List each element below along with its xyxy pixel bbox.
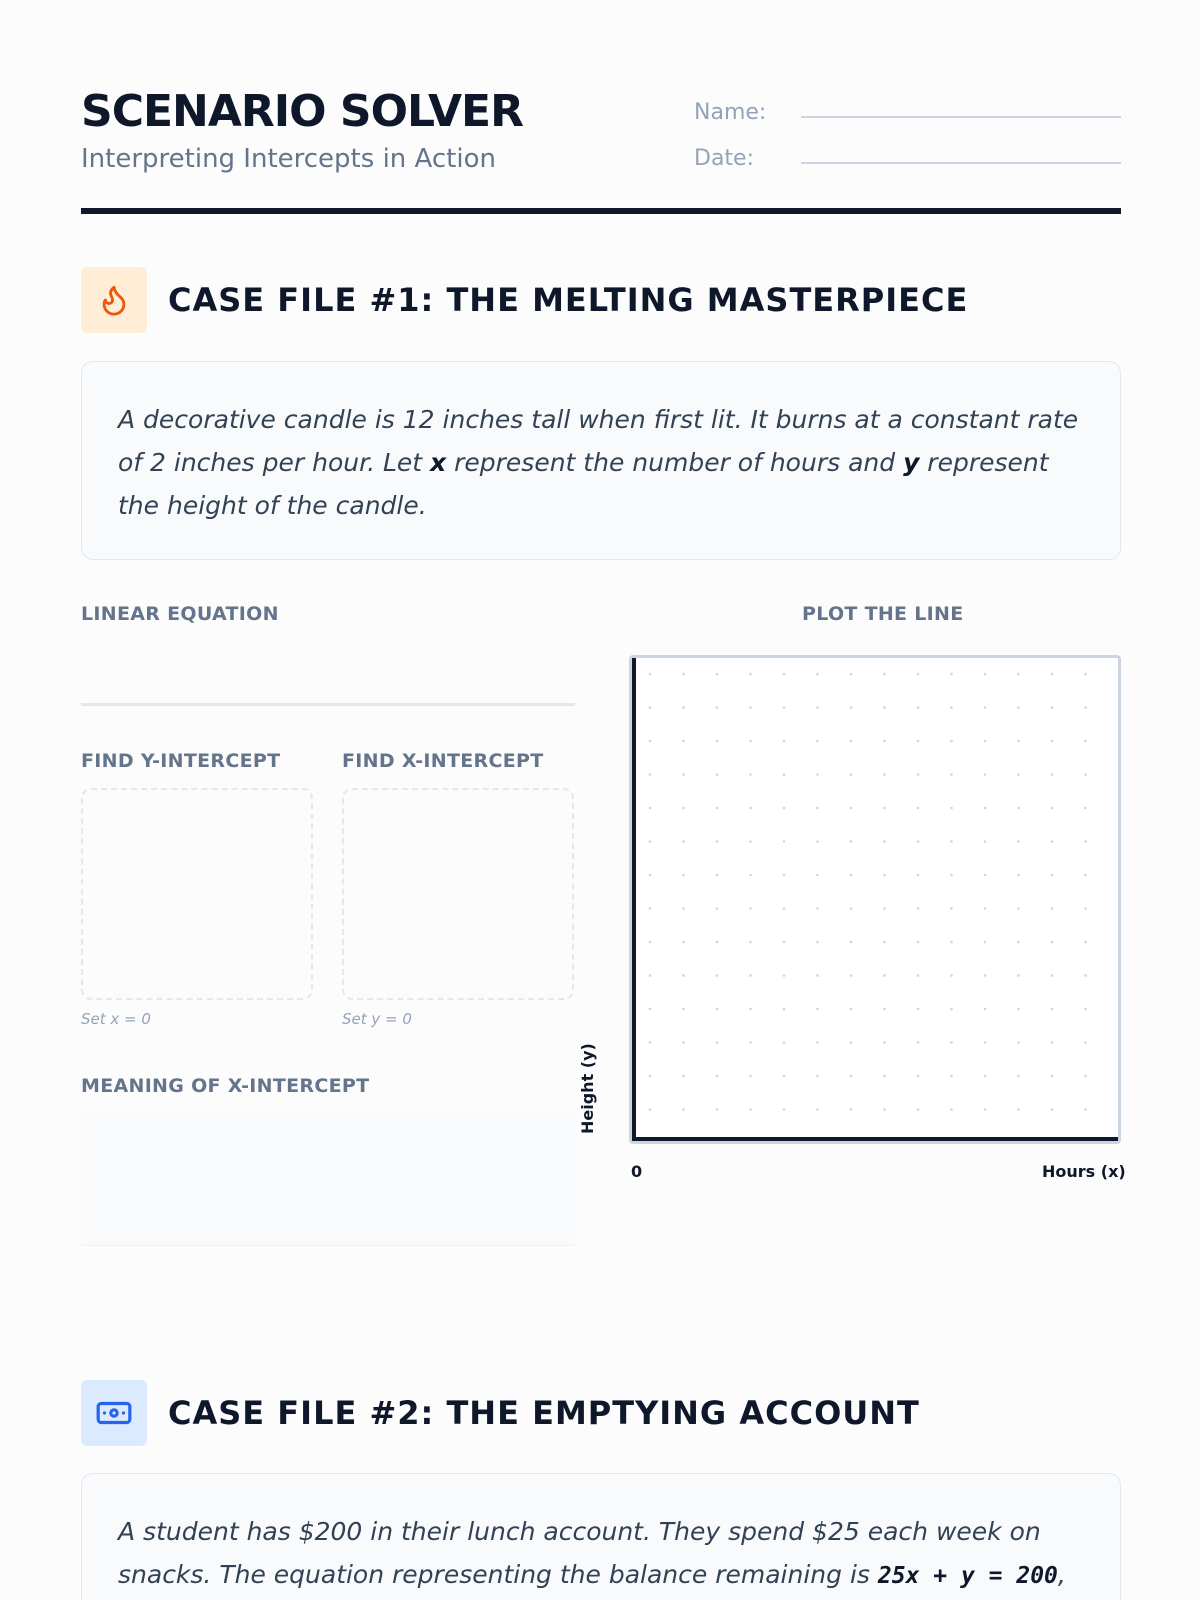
grid-dot — [850, 807, 853, 810]
grid-dot — [716, 773, 719, 776]
y-intercept-work-box[interactable] — [81, 788, 313, 1000]
grid-dot — [950, 874, 953, 877]
grid-dot — [682, 1008, 685, 1011]
grid-dot — [984, 974, 987, 977]
grid-dot — [917, 673, 920, 676]
flame-icon — [81, 267, 147, 333]
grid-dot — [950, 1108, 953, 1111]
grid-dot — [649, 1075, 652, 1078]
grid-dot — [917, 1041, 920, 1044]
variable-y: y — [903, 448, 920, 477]
grid-dot — [950, 1008, 953, 1011]
grid-dot — [850, 673, 853, 676]
grid-dot — [716, 807, 719, 810]
grid-dot — [649, 740, 652, 743]
grid-dot — [984, 773, 987, 776]
grid-dot — [1084, 807, 1087, 810]
grid-dot — [716, 907, 719, 910]
grid-dot — [1051, 874, 1054, 877]
grid-dot — [816, 673, 819, 676]
grid-dot — [749, 773, 752, 776]
grid-dot — [883, 807, 886, 810]
grid-dot — [883, 673, 886, 676]
grid-dot — [649, 1008, 652, 1011]
grid-dot — [984, 1008, 987, 1011]
grid-dot — [850, 740, 853, 743]
grid-dot — [783, 907, 786, 910]
grid-dot — [1017, 1075, 1020, 1078]
case-file-2-scenario — [81, 1473, 1121, 1600]
grid-dot — [783, 1041, 786, 1044]
grid-dot — [716, 840, 719, 843]
grid-dot — [883, 840, 886, 843]
grid-dot — [1017, 1108, 1020, 1111]
grid-dot — [716, 1108, 719, 1111]
grid-dot — [1051, 706, 1054, 709]
x-axis-label: Hours (x) — [1042, 1162, 1126, 1181]
grid-dot — [649, 840, 652, 843]
grid-dot — [649, 807, 652, 810]
grid-dot — [917, 773, 920, 776]
worksheet-subtitle: Interpreting Intercepts in Action — [81, 144, 496, 174]
grid-dot — [682, 673, 685, 676]
grid-dot — [984, 1041, 987, 1044]
grid-dot — [749, 1108, 752, 1111]
grid-dot — [1017, 773, 1020, 776]
grid-dot — [950, 773, 953, 776]
grid-dot — [649, 773, 652, 776]
grid-dot — [1017, 673, 1020, 676]
grid-dot — [749, 740, 752, 743]
grid-dot — [1017, 874, 1020, 877]
grid-dot — [1017, 706, 1020, 709]
grid-dot — [984, 740, 987, 743]
x-intercept-hint: Set y = 0 — [342, 1010, 412, 1028]
grid-dot — [917, 1008, 920, 1011]
case-file-1-scenario — [81, 361, 1121, 560]
grid-dot — [1051, 1108, 1054, 1111]
grid-dot — [682, 807, 685, 810]
grid-dot — [917, 907, 920, 910]
grid-dot — [883, 974, 886, 977]
grid-dot — [950, 941, 953, 944]
grid-dot — [816, 706, 819, 709]
grid-dot — [950, 740, 953, 743]
grid-dot — [850, 1041, 853, 1044]
grid-dot — [749, 1041, 752, 1044]
grid-dot — [783, 1008, 786, 1011]
grid-dot — [883, 1075, 886, 1078]
case-file-2-header — [81, 1380, 1121, 1446]
grid-dot — [1017, 941, 1020, 944]
grid-dot — [649, 907, 652, 910]
grid-dot — [749, 874, 752, 877]
grid-dot — [950, 706, 953, 709]
grid-dot — [984, 907, 987, 910]
grid-dot — [850, 706, 853, 709]
grid-dot — [883, 773, 886, 776]
grid-dot — [917, 706, 920, 709]
grid-dot — [1084, 1041, 1087, 1044]
case-file-2-title: CASE FILE #2: THE EMPTYING ACCOUNT — [168, 1394, 920, 1432]
grid-dot — [950, 840, 953, 843]
grid-dot — [1084, 974, 1087, 977]
grid-dot — [816, 773, 819, 776]
grid-dot — [716, 673, 719, 676]
grid-dot — [917, 974, 920, 977]
grid-dot — [783, 773, 786, 776]
grid-dot — [917, 1075, 920, 1078]
grid-dot — [1051, 1075, 1054, 1078]
grid-dot — [816, 1041, 819, 1044]
grid-dot — [1017, 907, 1020, 910]
grid-dot — [883, 740, 886, 743]
grid-dot — [649, 1108, 652, 1111]
scenario-text-part: A decorative candle is 12 inches tall when first lit. It burns at a constant rate of 2 inches per hour. Let — [118, 405, 1079, 477]
grid-dot — [1084, 1075, 1087, 1078]
grid-dot — [816, 1108, 819, 1111]
grid-dot — [716, 1075, 719, 1078]
y-axis-label: Height (y) — [578, 1043, 597, 1134]
meaning-x-intercept-label: MEANING OF X-INTERCEPT — [81, 1075, 370, 1097]
grid-dot — [716, 1041, 719, 1044]
grid-dot — [1051, 1008, 1054, 1011]
grid-dot — [783, 974, 786, 977]
grid-dot — [716, 874, 719, 877]
grid-dot — [682, 740, 685, 743]
grid-dot — [984, 874, 987, 877]
linear-equation-answer-line[interactable] — [81, 703, 575, 706]
x-intercept-work-box[interactable] — [342, 788, 574, 1000]
scenario-text-part: , — [1057, 1560, 1066, 1589]
grid-dot — [1084, 907, 1087, 910]
grid-dot — [883, 1041, 886, 1044]
worksheet-header — [81, 82, 1121, 216]
grid-dot — [749, 941, 752, 944]
grid-dot — [1051, 673, 1054, 676]
grid-dot — [682, 974, 685, 977]
scenario-text — [118, 398, 1084, 527]
grid-dot — [850, 1108, 853, 1111]
grid-dot — [984, 941, 987, 944]
grid-dot — [917, 740, 920, 743]
grid-dot — [883, 907, 886, 910]
grid-dot — [649, 1041, 652, 1044]
grid-dot — [749, 907, 752, 910]
grid-dot — [883, 941, 886, 944]
grid-dot — [783, 840, 786, 843]
grid-dot — [984, 1075, 987, 1078]
grid-dot — [1017, 840, 1020, 843]
grid-dot — [816, 974, 819, 977]
grid-dot — [1084, 773, 1087, 776]
grid-dot — [950, 1041, 953, 1044]
grid-dot — [682, 1075, 685, 1078]
grid-dot — [682, 874, 685, 877]
case-file-1-title: CASE FILE #1: THE MELTING MASTERPIECE — [168, 281, 969, 319]
grid-dot — [1051, 941, 1054, 944]
grid-dot — [950, 974, 953, 977]
grid-dot — [783, 874, 786, 877]
grid-dot — [783, 807, 786, 810]
grid-dot — [850, 840, 853, 843]
grid-dot — [1051, 840, 1054, 843]
grid-dot — [1017, 740, 1020, 743]
grid-dot — [1017, 974, 1020, 977]
grid-dot — [1084, 1008, 1087, 1011]
grid-dot — [1084, 1108, 1087, 1111]
grid-dot — [1051, 974, 1054, 977]
x-intercept-label: FIND X-INTERCEPT — [342, 750, 544, 772]
date-label: Date: — [694, 146, 754, 171]
grid-dot — [682, 941, 685, 944]
grid-dot — [950, 1075, 953, 1078]
grid-dot — [850, 974, 853, 977]
grid-dot — [816, 1008, 819, 1011]
grid-dot — [883, 1108, 886, 1111]
variable-x: x — [430, 448, 447, 477]
grid-dot — [984, 673, 987, 676]
grid-dot — [749, 1008, 752, 1011]
grid-dot — [1017, 1041, 1020, 1044]
grid-dot — [816, 907, 819, 910]
grid-dot — [749, 974, 752, 977]
date-field[interactable] — [801, 162, 1121, 164]
grid-dot — [850, 773, 853, 776]
grid-dot — [749, 673, 752, 676]
grid-dot — [682, 840, 685, 843]
grid-dot — [649, 874, 652, 877]
grid-dot — [716, 740, 719, 743]
grid-dot — [850, 874, 853, 877]
grid-dot — [816, 1075, 819, 1078]
grid-dot — [984, 1108, 987, 1111]
scenario-text — [118, 1510, 1084, 1598]
grid-dot — [716, 941, 719, 944]
grid-dot — [1051, 907, 1054, 910]
grid-dot — [816, 874, 819, 877]
grid-dot — [1084, 874, 1087, 877]
grid-dot — [682, 706, 685, 709]
grid-dot — [783, 706, 786, 709]
grid-dot — [1017, 1008, 1020, 1011]
grid-dot — [1084, 840, 1087, 843]
grid-dot — [984, 840, 987, 843]
grid-dot — [850, 941, 853, 944]
grid-dot — [1051, 1041, 1054, 1044]
dot-grid-graph[interactable] — [629, 655, 1121, 1144]
scenario-text-part: A student has $200 in their lunch account. They spend $25 each week on snacks. The equation representing the balance remaining is — [118, 1517, 1041, 1589]
grid-dot — [1051, 773, 1054, 776]
grid-dot — [816, 807, 819, 810]
grid-dot — [1017, 807, 1020, 810]
plot-line-label: PLOT THE LINE — [802, 603, 964, 625]
grid-dot — [883, 1008, 886, 1011]
grid-dot — [883, 706, 886, 709]
grid-dot — [950, 807, 953, 810]
grid-dot — [850, 907, 853, 910]
case-file-1-header — [81, 267, 1121, 333]
grid-dot — [984, 706, 987, 709]
grid-dot — [783, 1075, 786, 1078]
grid-dot — [682, 1108, 685, 1111]
grid-dot — [783, 740, 786, 743]
y-intercept-hint: Set x = 0 — [81, 1010, 151, 1028]
grid-dot — [716, 1008, 719, 1011]
grid-dot — [682, 907, 685, 910]
graph-grid — [632, 658, 1118, 1141]
linear-equation-label: LINEAR EQUATION — [81, 603, 279, 625]
grid-dot — [716, 974, 719, 977]
grid-dot — [682, 773, 685, 776]
worksheet-title: SCENARIO SOLVER — [81, 86, 523, 137]
grid-dot — [1084, 673, 1087, 676]
grid-dot — [917, 807, 920, 810]
grid-dot — [749, 706, 752, 709]
grid-dot — [682, 1041, 685, 1044]
grid-dot — [1084, 941, 1087, 944]
grid-dot — [1051, 807, 1054, 810]
grid-dot — [749, 1075, 752, 1078]
grid-dot — [816, 941, 819, 944]
grid-dot — [749, 807, 752, 810]
grid-dot — [1051, 740, 1054, 743]
meaning-answer-box[interactable] — [81, 1112, 575, 1246]
grid-dot — [950, 907, 953, 910]
banknote-icon — [81, 1380, 147, 1446]
scenario-text-part: represent the number of hours and — [446, 448, 904, 477]
grid-dot — [917, 941, 920, 944]
scenario-text-part: represent the height of the candle. — [118, 448, 1049, 520]
origin-label: 0 — [631, 1162, 643, 1181]
grid-dot — [649, 706, 652, 709]
grid-dot — [1084, 706, 1087, 709]
grid-dot — [850, 1008, 853, 1011]
name-label: Name: — [694, 100, 767, 125]
grid-dot — [917, 874, 920, 877]
grid-dot — [649, 941, 652, 944]
grid-dot — [883, 874, 886, 877]
grid-dot — [917, 840, 920, 843]
grid-dot — [783, 673, 786, 676]
grid-dot — [783, 1108, 786, 1111]
grid-dot — [950, 673, 953, 676]
balance-equation: 25x + y = 200 — [877, 1563, 1058, 1589]
grid-dot — [816, 740, 819, 743]
grid-dot — [649, 974, 652, 977]
name-field[interactable] — [801, 116, 1121, 118]
grid-dot — [783, 941, 786, 944]
grid-dot — [1084, 740, 1087, 743]
grid-dot — [749, 840, 752, 843]
grid-dot — [984, 807, 987, 810]
grid-dot — [917, 1108, 920, 1111]
grid-dot — [716, 706, 719, 709]
grid-dot — [816, 840, 819, 843]
header-divider — [81, 208, 1121, 214]
grid-dot — [649, 673, 652, 676]
y-intercept-label: FIND Y-INTERCEPT — [81, 750, 281, 772]
grid-dot — [850, 1075, 853, 1078]
